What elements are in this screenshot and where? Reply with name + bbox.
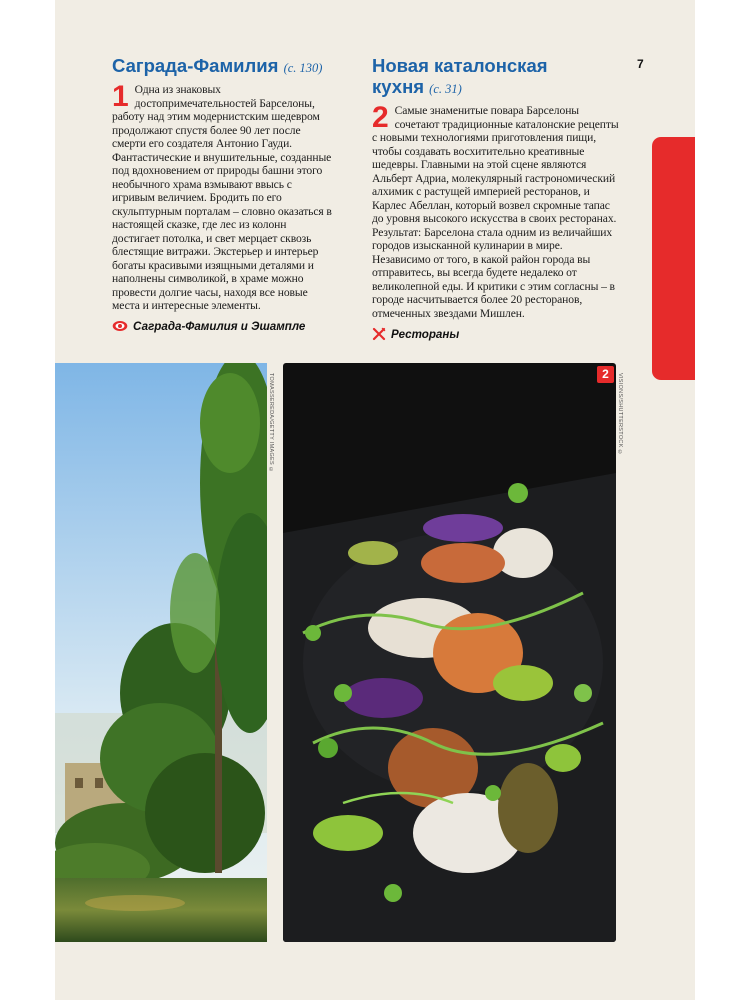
section-catalan-cuisine: [372, 55, 622, 341]
photo-number-badge: 2: [597, 366, 614, 383]
section-title-line1: Новая каталонская: [372, 55, 548, 76]
section-body-text: Одна из знаковых достопримечательностей Барселоны, работу над этим модернистским шедевром продолжают спустя более 90 лет после смерти его создателя Антонио Гауди. Фантастические и внушительные, созданные под вдохновением от природы башни этого необычного храма взмывают ввысь с игривым величием. Бродить по его скульптурным порталам – словно оказаться в настоящей сказке, где лес из колонн достигает потолка, и свет мерцает сквозь блестящие витражи. Экстерьер и интерьер богаты красивыми изящными деталями и наполнены символикой, в храме можно провести долгие часы, находя все новые места и интересные элементы.: [112, 83, 332, 312]
photo-credit: TOMASSEREDA/GETTY IMAGES ©: [268, 373, 274, 474]
section-number: 2: [372, 101, 389, 134]
see-also-label: Саграда-Фамилия и Эшампле: [133, 319, 306, 333]
section-title-text: Саграда-Фамилия: [112, 55, 279, 76]
section-body: [372, 101, 622, 320]
section-title: [372, 55, 622, 100]
food-photo: [283, 363, 616, 942]
park-photo: [55, 363, 267, 942]
page-reference-link[interactable]: (с. 31): [429, 82, 462, 96]
section-body-text: Самые знаменитые повара Барселоны сочетают традиционные каталонские рецепты с новыми технологиями приготовления пищи, чтобы создавать восхитительно креативные шедевры. Главными на этой сцене являются Альберт Адриа, молекулярный гастрономический алхимик с растущей империей ресторанов, и Карлес Абеллан, который возвел скромные тапас до уровня высокого искусства в своих ресторанах. Результат: Барселона стала одним из величайших городов изысканной кулинарии в мире. Независимо от того, в какой район города вы отправитесь, вы всегда будете недалеко от великолепной еды. И критики с этим согласны – в городе насчитывается более 20 ресторанов, отмеченных звездами Мишлен.: [372, 104, 619, 320]
section-sagrada-familia: [112, 55, 334, 333]
page-reference-link[interactable]: (с. 130): [283, 61, 323, 75]
photo-credit: VISIONS/SHUTTERSTOCK ©: [617, 373, 623, 456]
see-also-link[interactable]: [372, 327, 622, 341]
chapter-tab: [652, 137, 695, 380]
section-title: [112, 55, 334, 79]
section-title-line2: кухня: [372, 76, 425, 97]
see-also-link[interactable]: [112, 320, 334, 333]
fork-knife-icon: [372, 327, 386, 341]
see-also-label: Рестораны: [391, 327, 460, 341]
section-number: 1: [112, 80, 129, 113]
section-body: [112, 80, 334, 313]
eye-icon: [112, 320, 128, 332]
page-number: 7: [637, 57, 644, 71]
